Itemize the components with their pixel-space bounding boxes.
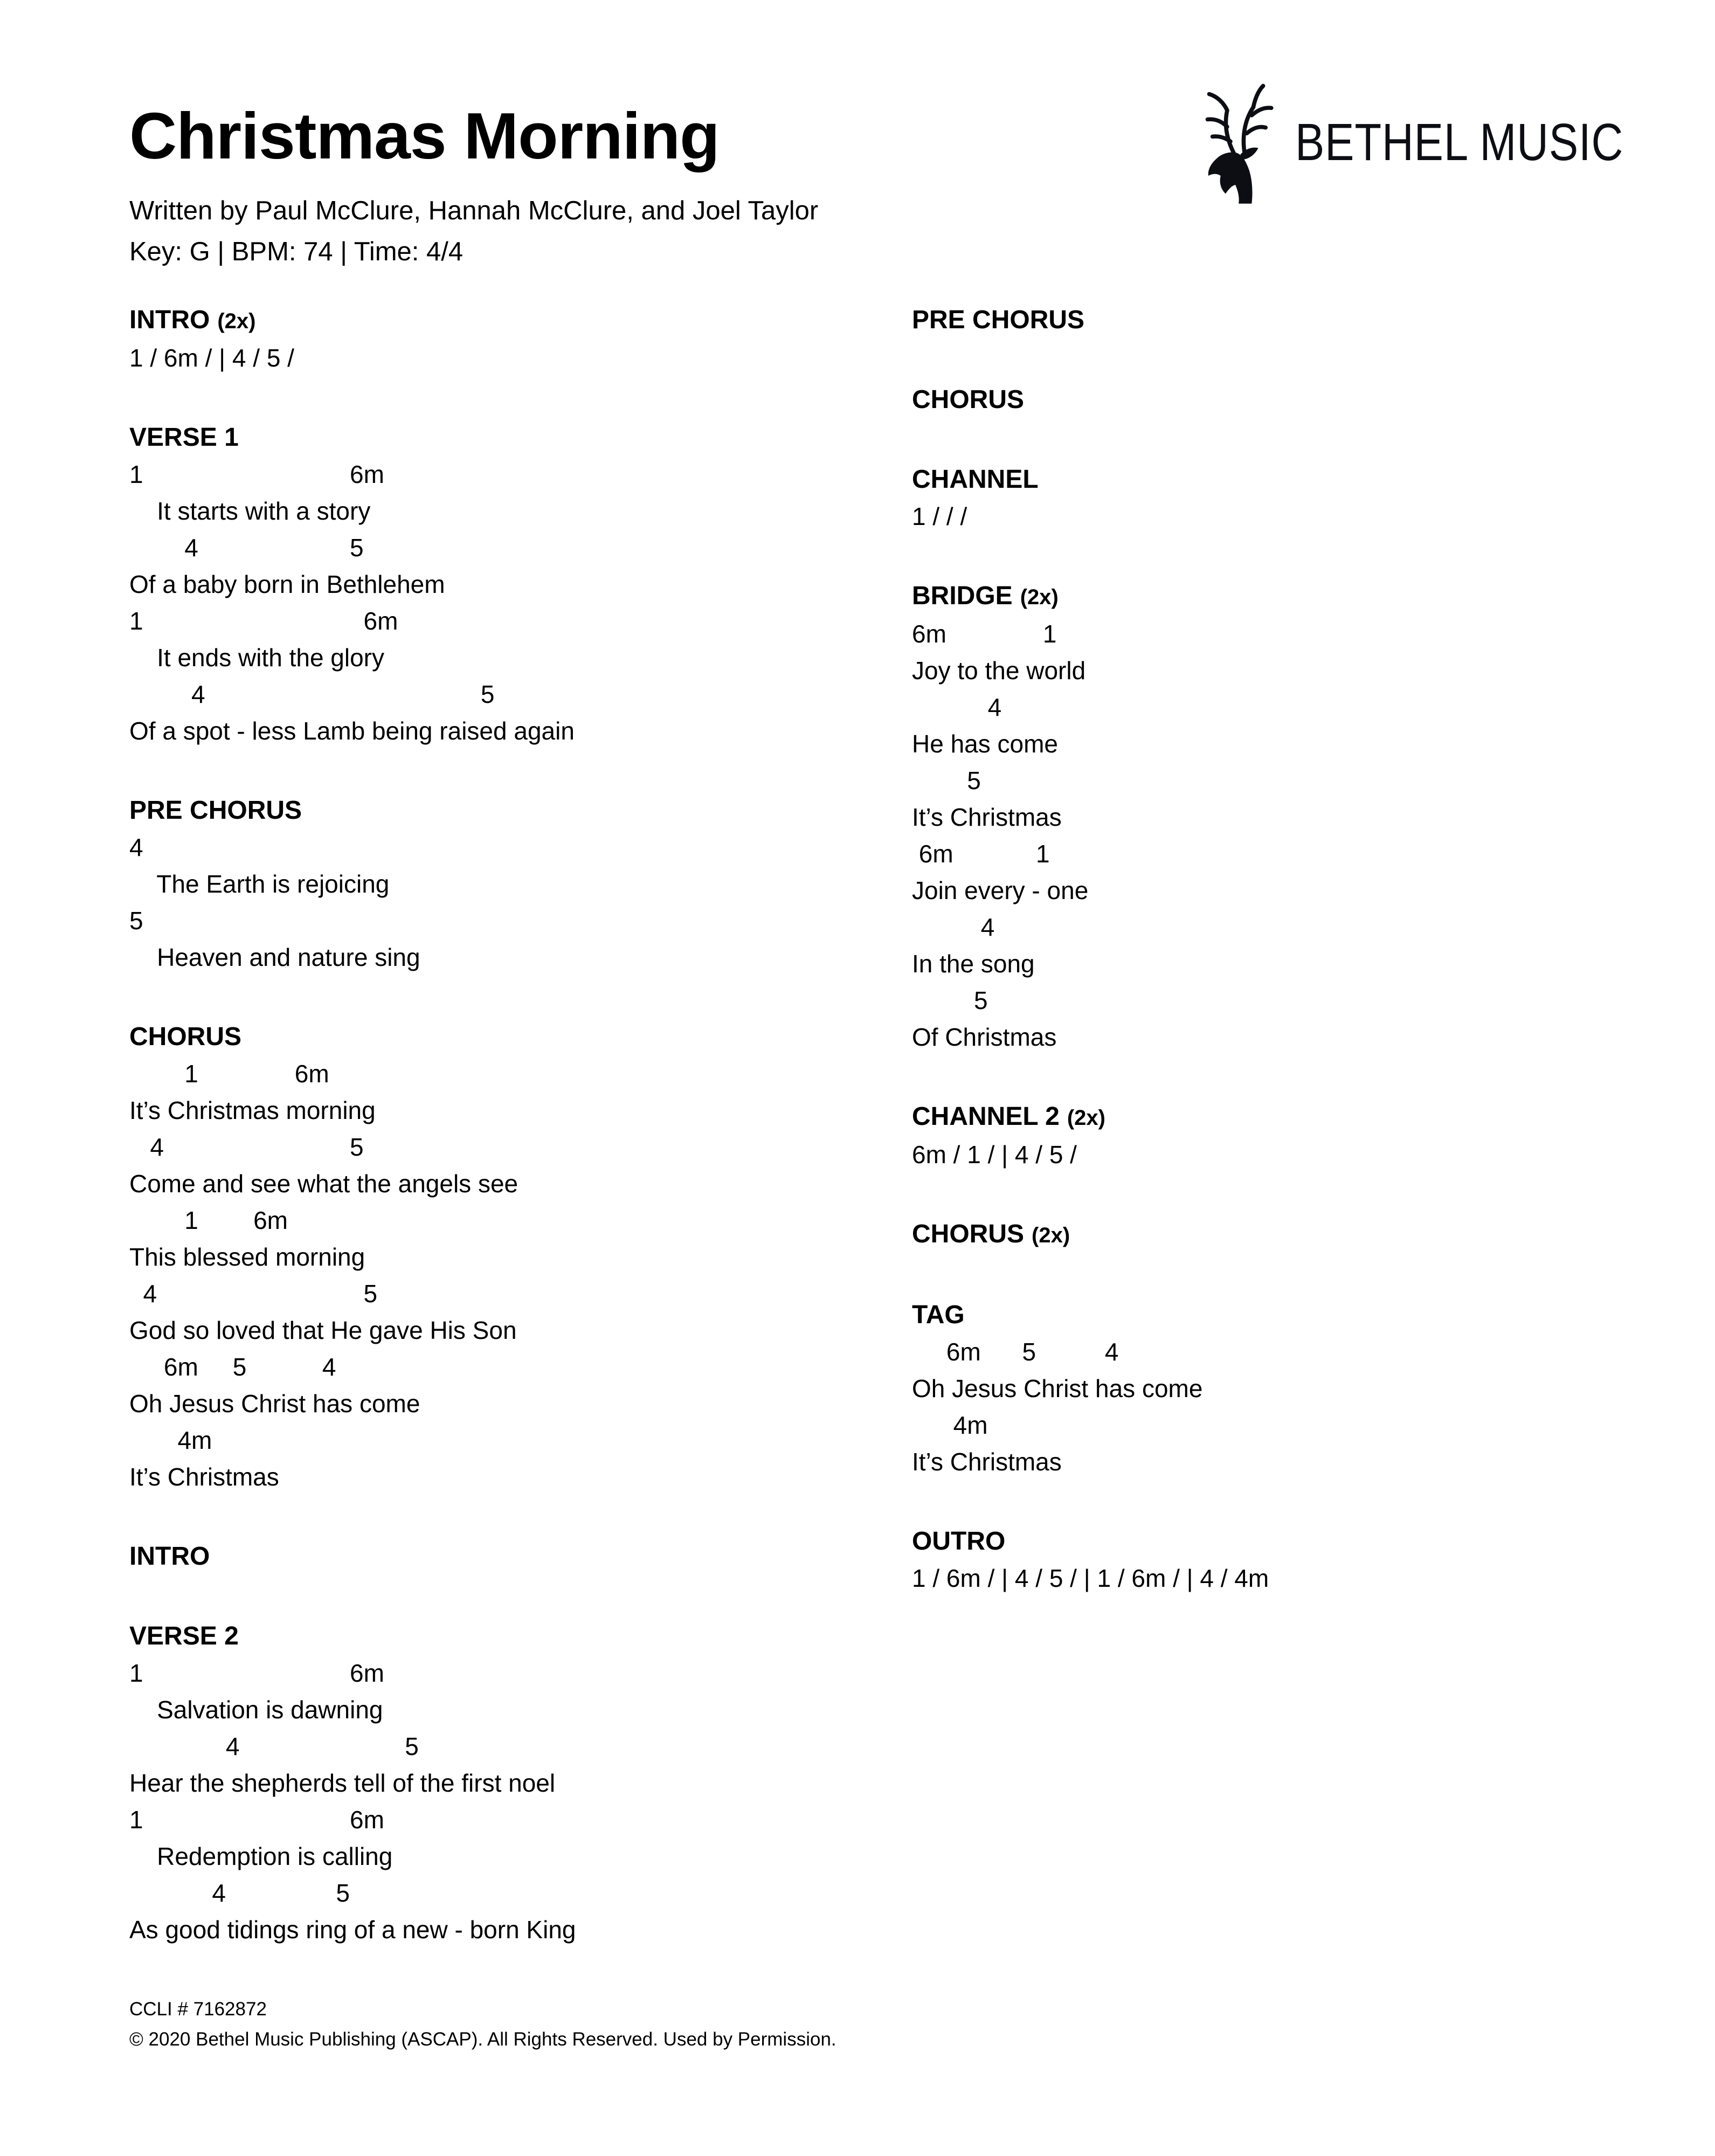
chord-line: 4 5 (129, 1280, 378, 1308)
section-pre-chorus (129, 792, 895, 976)
lyric-line: Of a baby born in Bethlehem (129, 570, 445, 598)
lyric-line: Oh Jesus Christ has come (912, 1374, 1203, 1402)
section-header-chorus (912, 1216, 1677, 1254)
song-header (129, 100, 818, 267)
chord-line: 4 5 (129, 680, 495, 708)
section-label: PRE CHORUS (912, 306, 1085, 334)
stag-icon (1183, 80, 1281, 205)
lyric-line: Of Christmas (912, 1023, 1057, 1051)
chord-line: 1 6m (129, 460, 384, 488)
section-header-channel (912, 461, 1677, 498)
section-tag (912, 1297, 1677, 1480)
chord-line: 4m (912, 1411, 988, 1439)
section-header-intro (129, 302, 895, 340)
section-label: PRE CHORUS (129, 796, 302, 825)
section-label: CHORUS (912, 385, 1025, 414)
lyric-line: Joy to the world (912, 657, 1086, 685)
chord-line: 6m / 1 / | 4 / 5 / (912, 1141, 1077, 1169)
section-chorus (912, 382, 1677, 418)
lyric-line: Join every - one (912, 876, 1089, 904)
lyric-line: As good tidings ring of a new - born King (129, 1916, 576, 1944)
lyric-line: In the song (912, 950, 1035, 978)
copyright-notice: © 2020 Bethel Music Publishing (ASCAP). All Rights Reserved. Used by Permission. (129, 2029, 836, 2050)
chord-line: 1 6m (129, 1060, 329, 1088)
chord-line: 6m 5 4 (129, 1353, 336, 1381)
section-label: CHORUS (129, 1022, 242, 1051)
section-intro (129, 302, 895, 376)
lyric-line: Heaven and nature sing (129, 943, 420, 971)
section-header-verse-2 (129, 1618, 895, 1655)
section-pre-chorus (912, 302, 1677, 338)
lyric-line: Hear the shepherds tell of the first noel (129, 1769, 556, 1797)
section-repeat-qualifier: (2x) (1067, 1106, 1105, 1130)
chord-line: 6m 1 (912, 620, 1057, 648)
section-header-chorus (129, 1019, 895, 1055)
chord-line: 4 (129, 833, 143, 861)
section-label: INTRO (129, 1542, 210, 1571)
bethel-music-wordmark: BETHEL MUSIC (1295, 113, 1624, 171)
chord-line: 1 / 6m / | 4 / 5 / | 1 / 6m / | 4 / 4m (912, 1564, 1269, 1592)
section-label: TAG (912, 1301, 965, 1329)
chord-line: 1 6m (129, 1806, 384, 1834)
section-channel-2 (912, 1098, 1677, 1173)
section-label: VERSE 1 (129, 423, 239, 452)
column-left (129, 302, 895, 1991)
chord-line: 4 5 (129, 1133, 364, 1161)
section-chorus (912, 1216, 1677, 1254)
lyric-line: God so loved that He gave His Son (129, 1316, 517, 1344)
chord-line: 5 (912, 986, 988, 1014)
song-key-bpm-time: Key: G | BPM: 74 | Time: 4/4 (129, 237, 464, 267)
lyric-line: He has come (912, 730, 1059, 758)
section-repeat-qualifier: (2x) (1032, 1224, 1070, 1247)
section-header-pre-chorus (912, 302, 1677, 338)
section-header-outro (912, 1523, 1677, 1560)
section-label: CHANNEL (912, 465, 1039, 494)
ccli-number: CCLI # 7162872 (129, 1999, 267, 2020)
section-label: CHORUS (912, 1220, 1025, 1248)
lyric-line: The Earth is rejoicing (129, 870, 390, 898)
chord-line: 5 (912, 766, 981, 794)
section-chorus (129, 1019, 895, 1495)
song-byline: Written by Paul McClure, Hannah McClure, and Joel Taylor (129, 196, 819, 226)
section-header-verse-1 (129, 419, 895, 456)
chord-line: 4m (129, 1426, 212, 1454)
chord-line: 4 (912, 693, 1002, 721)
chord-line: 6m 5 4 (912, 1338, 1119, 1366)
section-header-bridge (912, 578, 1677, 616)
lyric-line: Redemption is calling (129, 1842, 393, 1870)
lyric-line: Come and see what the angels see (129, 1170, 518, 1198)
lyric-line: It’s Christmas (912, 1448, 1062, 1476)
section-channel (912, 461, 1677, 535)
section-header-intro (129, 1538, 895, 1575)
lyric-line: Salvation is dawning (129, 1696, 383, 1724)
song-title: Christmas Morning (129, 99, 720, 172)
chord-line: 1 6m (129, 607, 398, 635)
lyric-line: It’s Christmas (912, 803, 1062, 831)
chord-line: 5 (129, 907, 143, 935)
section-verse-1 (129, 419, 895, 749)
section-label: CHANNEL 2 (912, 1102, 1060, 1131)
section-header-chorus (912, 382, 1677, 418)
section-outro (912, 1523, 1677, 1597)
section-repeat-qualifier: (2x) (217, 309, 256, 333)
bethel-music-logo (1183, 80, 1686, 205)
section-repeat-qualifier: (2x) (1020, 585, 1059, 609)
section-verse-2 (129, 1618, 895, 1948)
section-label: OUTRO (912, 1527, 1006, 1556)
chord-line: 1 6m (129, 1659, 384, 1687)
section-label: VERSE 2 (129, 1622, 239, 1650)
footer (129, 1994, 836, 2055)
chord-line: 1 6m (129, 1206, 288, 1234)
lyric-line: It starts with a story (129, 497, 371, 525)
chord-line: 4 (912, 913, 995, 941)
chord-line: 1 / / / (912, 502, 967, 530)
lyric-line: Oh Jesus Christ has come (129, 1390, 420, 1418)
chord-line: 6m 1 (912, 840, 1050, 868)
lyric-line: It’s Christmas (129, 1463, 279, 1491)
chord-line: 1 / 6m / | 4 / 5 / (129, 344, 294, 372)
section-header-pre-chorus (129, 792, 895, 829)
section-header-tag (912, 1297, 1677, 1333)
chord-line: 4 5 (129, 1732, 419, 1760)
lyric-line: Of a spot - less Lamb being raised again (129, 717, 575, 745)
lyric-line: This blessed morning (129, 1243, 365, 1271)
lyric-line: It ends with the glory (129, 644, 385, 672)
section-bridge (912, 578, 1677, 1055)
chord-line: 4 5 (129, 1879, 350, 1907)
section-label: INTRO (129, 306, 210, 334)
column-right (912, 302, 1677, 1640)
section-header-channel-2 (912, 1098, 1677, 1136)
section-label: BRIDGE (912, 582, 1013, 610)
section-intro (129, 1538, 895, 1575)
chord-line: 4 5 (129, 534, 364, 562)
lyric-line: It’s Christmas morning (129, 1096, 376, 1124)
